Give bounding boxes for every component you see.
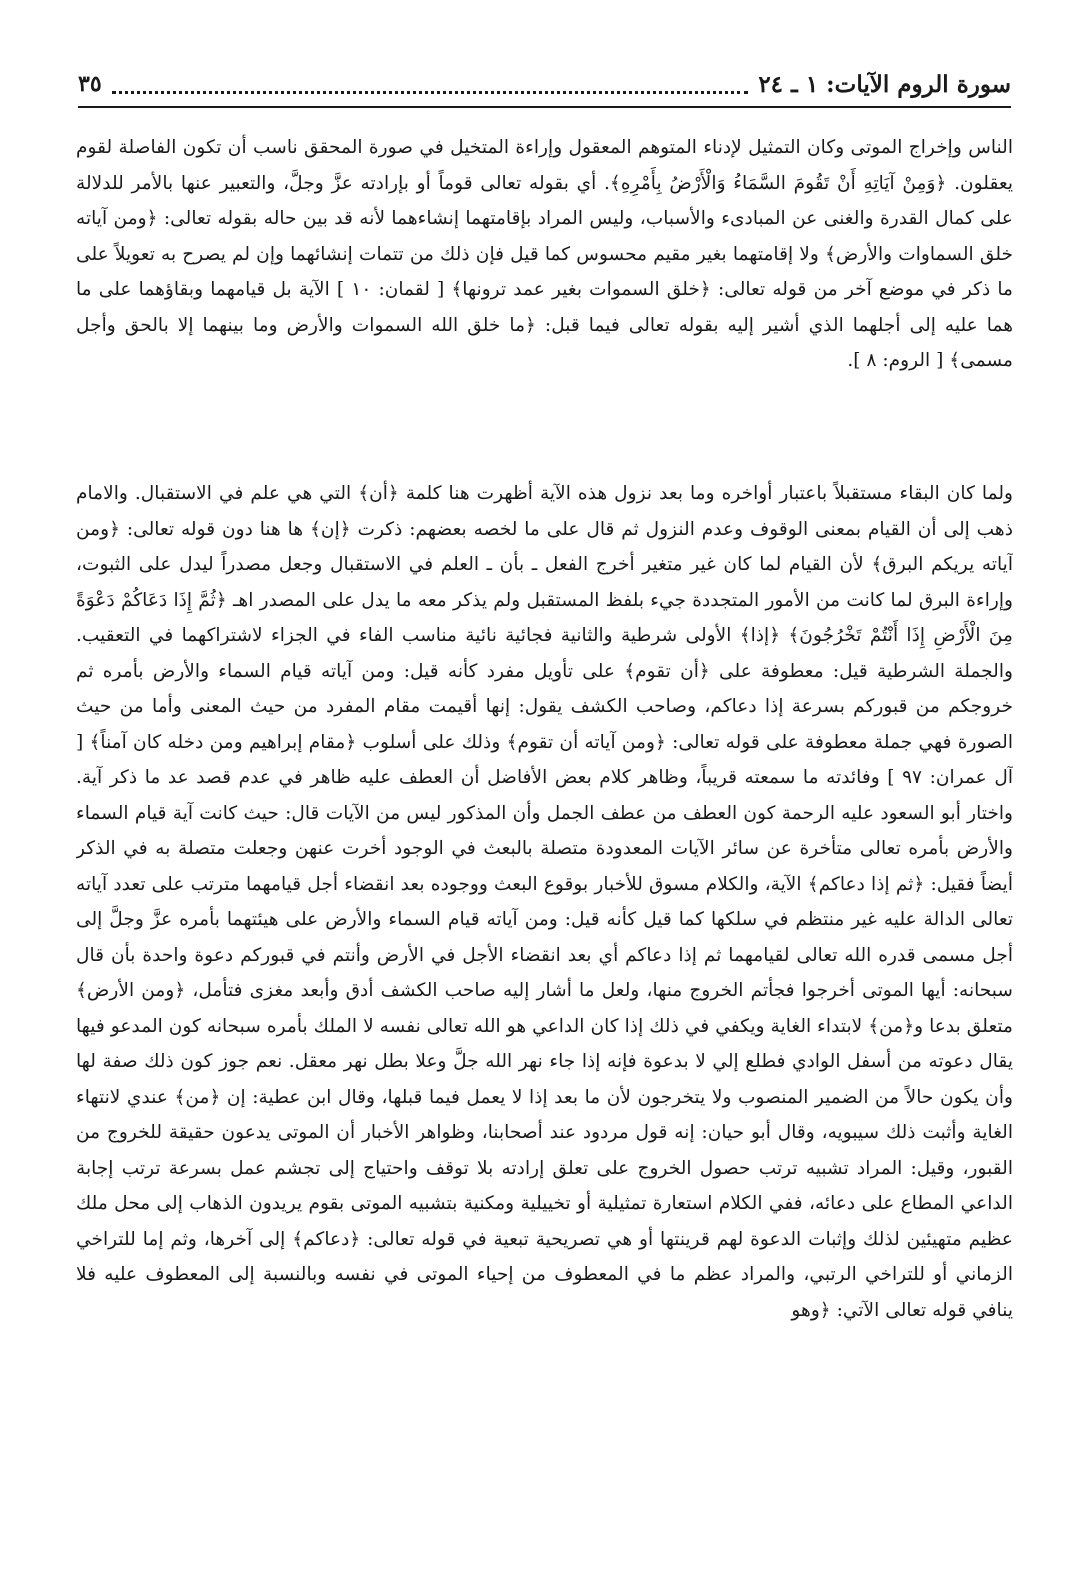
paragraph-1 xyxy=(76,130,1013,460)
page-number: ٣٥ xyxy=(78,71,102,97)
paragraph-text: ولما كان البقاء مستقبلاً باعتبار أواخره وما بعد نزول هذه الآية أظهرت هنا كلمة ﴿أن﴾ التي هي علم في الاستقبال. والامام ذهب إلى أن القيام بمعنى الوقوف وعدم النزول ثم قال على ما لخصه بعضهم: ذكرت ﴿إن﴾ ها هنا دون قوله تعالى: ﴿ومن آياته يريكم البرق﴾ لأن القيام لما كان غير متغير أخرج الفعل ـ بأن ـ العلم في الاستقبال وجعل مصدراً ليدل على الثبوت، وإراءة البرق لما كانت من الأمور المتجددة جيء بلفظ المستقبل ولم يذكر معه ما يدل على المصدر اهـ ﴿ثُمَّ إِذَا دَعَاكُمْ دَعْوَةً مِنَ الْأَرْضِ إِذَا أَنْتُمْ تَخْرُجُونَ﴾ ﴿إذا﴾ الأولى شرطية والثانية فجائية نائية مناسب الفاء في الجزاء لاشتراكهما في التعقيب. والجملة الشرطية قيل: معطوفة على ﴿أن تقوم﴾ على تأويل مفرد كأنه قيل: ومن آياته قيام السماء والأرض بأمره ثم خروجكم من قبوركم بسرعة إذا دعاكم، وصاحب الكشف يقول: إنها أقيمت مقام المفرد من حيث المعنى وأما من حيث الصورة فهي جملة معطوفة على قوله تعالى: ﴿ومن آياته أن تقوم﴾ وذلك على أسلوب ﴿مقام إبراهيم ومن دخله كان آمناً﴾ [ آل عمران: ٩٧ ] وفائدته ما سمعته قريباً، وظاهر كلام بعض الأفاضل أن العطف عليه ظاهر في عدم قصد عد ما ذكر آية. واختار أبو السعود عليه الرحمة كون العطف من عطف الجمل وأن المذكور ليس من الآيات قال: حيث كانت آية قيام السماء والأرض بأمره تعالى متأخرة عن سائر الآيات المعدودة متصلة بالبعث في الوجود أخرت عنهن وجعلت متصلة به في الذكر أيضاً فقيل: ﴿ثم إذا دعاكم﴾ الآية، والكلام مسوق للأخبار بوقوع البعث ووجوده بعد انقضاء أجل قيامهما مترتب على تعدد آياته تعالى الدالة عليه غير منتظم في سلكها كما قيل كأنه قيل: ومن آياته قيام السماء والأرض على هيئتهما بأمره عزَّ وجلَّ إلى أجل مسمى قدره الله تعالى لقيامهما ثم إذا دعاكم أي بعد انقضاء الأجل في الأرض وأنتم في قبوركم دعوة واحدة بأن قال سبحانه: أيها الموتى أخرجوا فجأتم الخروج منها، ولعل ما أشار إليه صاحب الكشف أدق وأبعد مغزى فتأمل، ﴿ومن الأرض﴾ متعلق بدعا و﴿من﴾ لابتداء الغاية ويكفي في ذلك إذا كان الداعي هو الله تعالى نفسه لا الملك بأمره سبحانه كون المدعو فيها يقال دعوته من أسفل الوادي فطلع إلي لا بدعوة فإنه إذا جاء نهر الله جلَّ وعلا بطل نهر معقل. نعم جوز كون ذلك صفة لها وأن يكون حالاً من الضمير المنصوب ولا يتخرجون لأن ما بعد إذا لا يعمل فيما قبلها، وقال ابن عطية: إن ﴿من﴾ عندي لانتهاء الغاية وأثبت ذلك سيبويه، وقال أبو حيان: إنه قول مردود عند أصحابنا، وظواهر الأخبار أن الموتى يدعون حقيقة للخروج من القبور، وقيل: المراد تشبيه ترتب حصول الخروج على تعلق إرادته بلا توقف واحتياج إلى تجشم عمل بسرعة ترتب إجابة الداعي المطاع على دعائه، ففي الكلام استعارة تمثيلية أو تخييلية ومكنية بتشبيه الموتى بقوم يريدون الذهاب إلى محل ملك عظيم متهيئين لذلك وإثبات الدعوة لهم قرينتها أو هي تصريحية تبعية في قوله تعالى: ﴿دعاكم﴾ إلى آخرها، وثم إما للتراخي الزماني أو للتراخي الرتبي، والمراد عظم ما في المعطوف من إحياء الموتى في نفسه وبالنسبة إلى المعطوف عليه فلا ينافي قوله تعالى الآتي: ﴿وهو xyxy=(76,483,1013,1321)
dotted-leader xyxy=(112,75,749,94)
running-title: سورة الروم الآيات: ١ ـ ٢٤ xyxy=(758,70,1011,98)
page-header xyxy=(78,62,1011,108)
paragraph-text: الناس وإخراج الموتى وكان التمثيل لإدناء المتوهم المعقول وإراءة المتخيل في صورة المحقق ناسب أن تكون الفاصلة لقوم يعقلون. ﴿وَمِنْ آيَاتِهِ أَنْ تَقُومَ السَّمَاءُ وَالْأَرْضُ بِأَمْرِهِ﴾. أي بقوله تعالى قوماً أو بإرادته عزَّ وجلَّ، والتعبير عنها بالأمر للدلالة على كمال القدرة والغنى عن المبادىء والأسباب، وليس المراد بإقامتهما إنشاءهما لأنه قد بين حاله بقوله تعالى: ﴿ومن آياته خلق السماوات والأرض﴾ ولا إقامتهما بغير مقيم محسوس كما قيل فإن ذلك من تتمات إنشائهما وإن لم يصرح به تعويلاً على ما ذكر في موضع آخر من قوله تعالى: ﴿خلق السموات بغير عمد ترونها﴾ [ لقمان: ١٠ ] الآية بل قيامهما وبقاؤهما على ما هما عليه إلى أجلهما الذي أشير إليه بقوله تعالى فيما قبل: ﴿ما خلق الله السموات والأرض وما بينهما إلا بالحق وأجل مسمى﴾ [ الروم: ٨ ]. xyxy=(76,137,1013,371)
paragraph-2 xyxy=(76,476,1013,1521)
